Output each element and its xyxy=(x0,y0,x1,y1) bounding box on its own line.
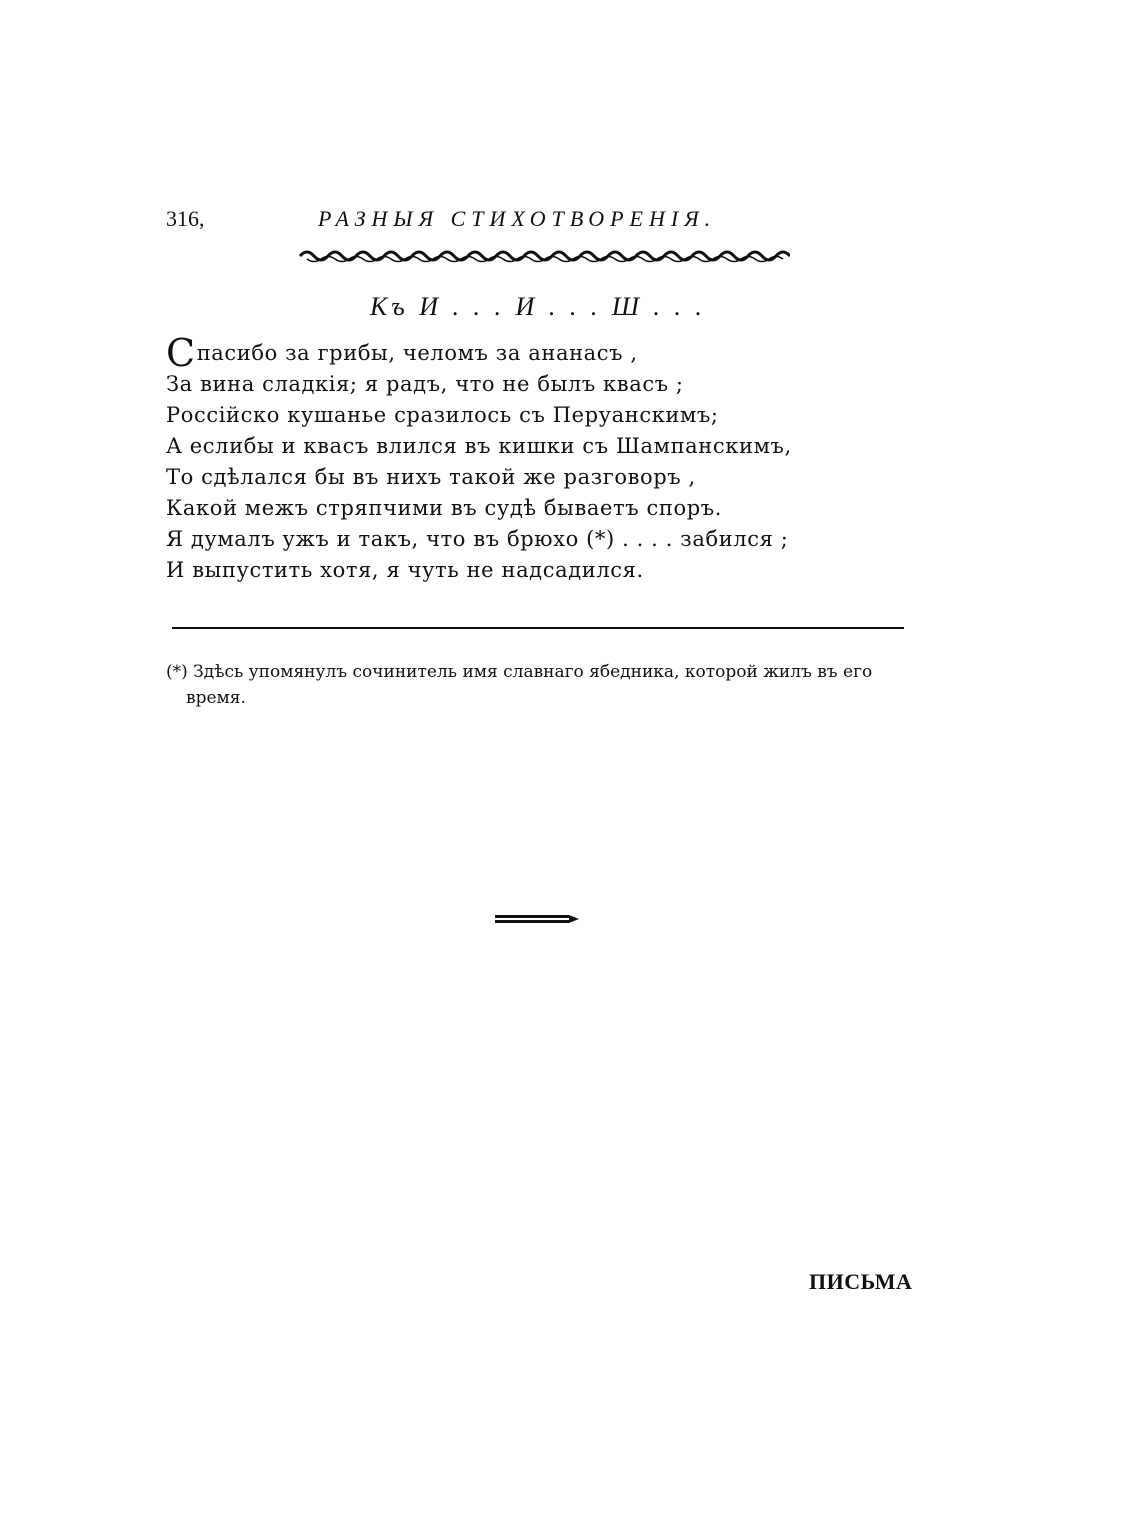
verse-line: Россійско кушанье сразилось съ Перуанскимъ; xyxy=(166,403,719,427)
catchword: ПИСЬМА xyxy=(809,1269,913,1294)
page-number: 316, xyxy=(166,206,205,231)
verse-line xyxy=(166,331,926,375)
poem-title: Къ И . . . И . . . Ш . . . xyxy=(370,292,706,321)
footnote-text-continued: время. xyxy=(186,688,246,708)
verse-line: За вина сладкія; я радъ, что не былъ квасъ ; xyxy=(166,372,684,396)
running-head: РАЗНЫЯ СТИХОТВОРЕНІЯ. xyxy=(318,206,717,231)
poem-body xyxy=(166,331,926,586)
ornament-divider xyxy=(298,246,790,266)
verse-line: А еслибы и квасъ влился въ кишки съ Шампанскимъ, xyxy=(166,434,792,458)
footnote-rule xyxy=(172,627,904,629)
footnote xyxy=(166,659,936,711)
verse-line: И выпустить хотя, я чуть не надсадился. xyxy=(166,558,644,582)
verse-line: Я думалъ ужъ и такъ, что въ брюхо (*) . . . . забился ; xyxy=(166,527,789,551)
end-ornament xyxy=(495,914,581,924)
verse-line: Какой межъ стряпчими въ судѣ бываетъ споръ. xyxy=(166,496,722,520)
verse-line-text: пасибо за грибы, челомъ за ананасъ , xyxy=(196,341,638,365)
footnote-text: (*) Здѣсь упомянулъ сочинитель имя славнаго ябедника, которой жилъ въ его xyxy=(166,662,873,682)
drop-initial: С xyxy=(166,331,196,375)
verse-line: То сдѣлался бы въ нихъ такой же разговоръ , xyxy=(166,465,696,489)
